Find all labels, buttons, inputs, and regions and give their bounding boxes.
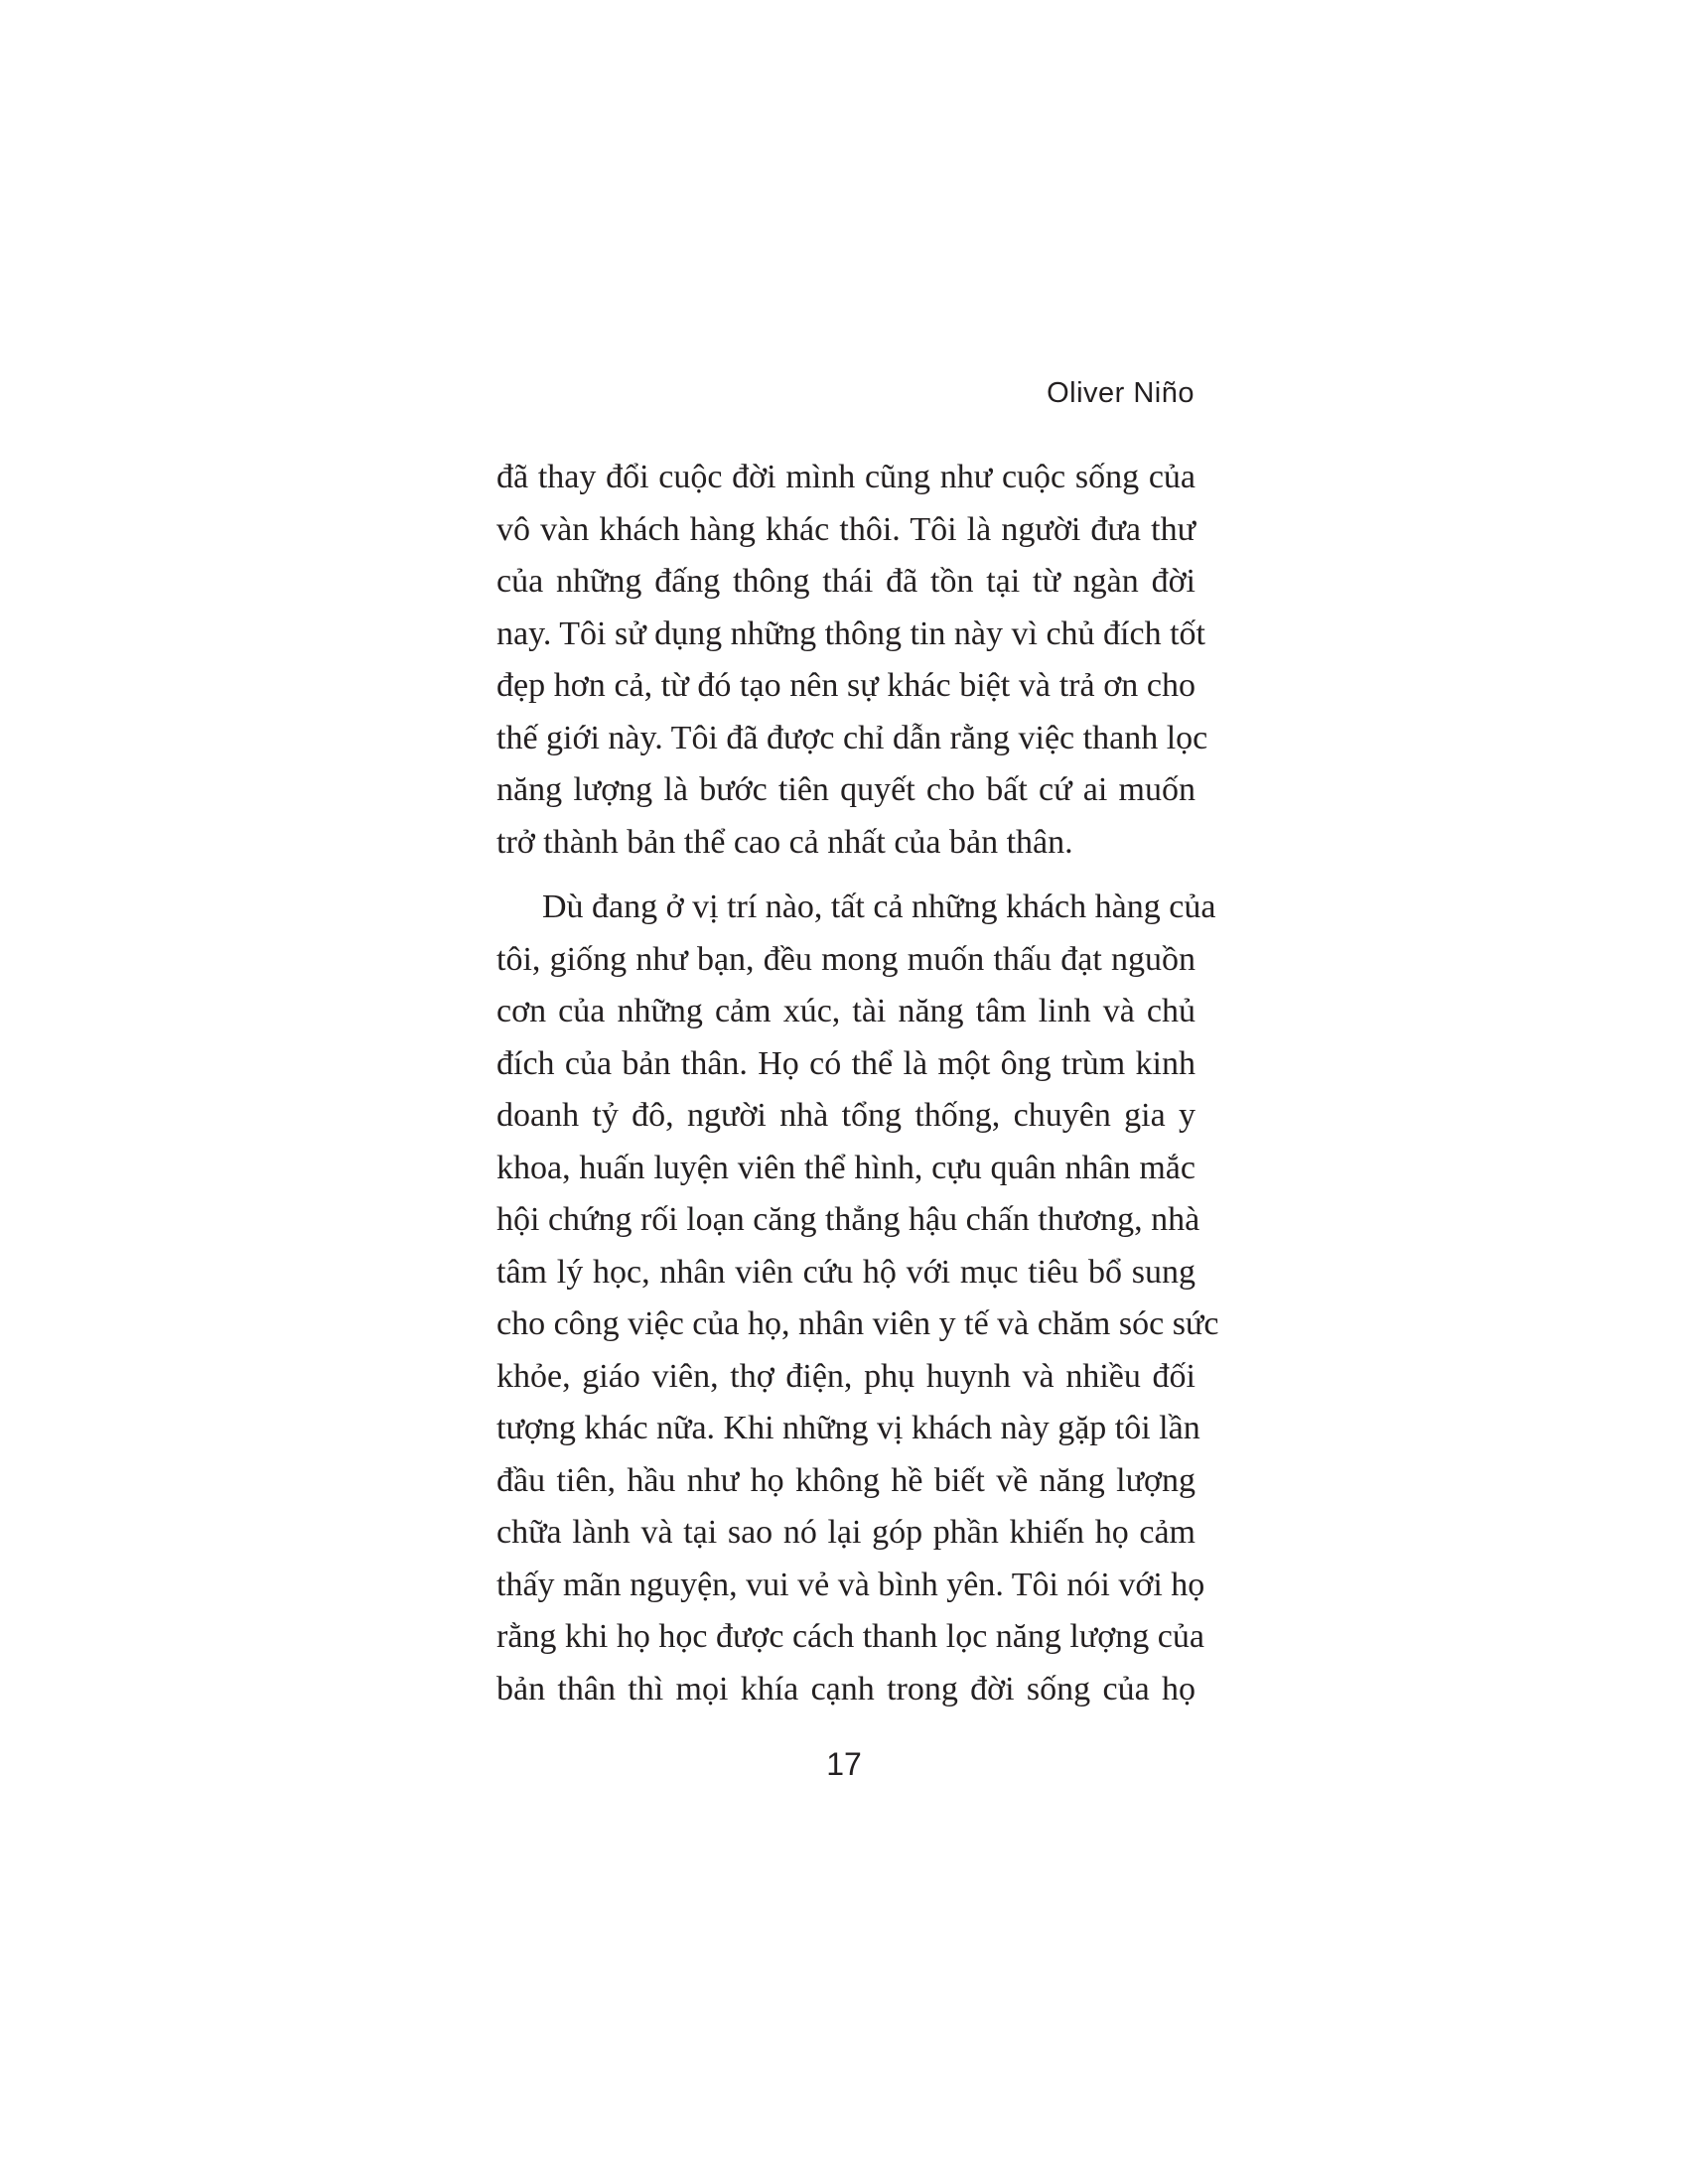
text-line: của những đấng thông thái đã tồn tại từ ngàn đời	[496, 563, 1196, 600]
text-line: cho công việc của họ, nhân viên y tế và chăm sóc sức	[496, 1305, 1219, 1342]
text-line: đầu tiên, hầu như họ không hề biết về năng lượng	[496, 1461, 1196, 1499]
text-line: đẹp hơn cả, từ đó tạo nên sự khác biệt và trả ơn cho	[496, 667, 1196, 704]
body-text	[496, 452, 1219, 1715]
paragraph-1	[496, 452, 1208, 869]
text-line: bản thân thì mọi khía cạnh trong đời sống của họ	[496, 1670, 1196, 1707]
text-line: rằng khi họ học được cách thanh lọc năng lượng của	[496, 1618, 1204, 1655]
text-line: tôi, giống như bạn, đều mong muốn thấu đạt nguồn	[496, 940, 1196, 978]
text-line: tâm lý học, nhân viên cứu hộ với mục tiêu bổ sung	[496, 1253, 1196, 1291]
text-line: doanh tỷ đô, người nhà tổng thống, chuyên gia y	[496, 1097, 1196, 1134]
text-line: vô vàn khách hàng khác thôi. Tôi là người đưa thư	[496, 510, 1196, 548]
text-line: năng lượng là bước tiên quyết cho bất cứ ai muốn	[496, 771, 1196, 808]
text-line: đã thay đổi cuộc đời mình cũng như cuộc sống của	[496, 459, 1196, 495]
text-line: khỏe, giáo viên, thợ điện, phụ huynh và nhiều đối	[496, 1357, 1196, 1395]
paragraph-2	[496, 882, 1219, 1715]
text-line: trở thành bản thể cao cả nhất của bản thân.	[496, 823, 1073, 861]
text-line: thấy mãn nguyện, vui vẻ và bình yên. Tôi nói với họ	[496, 1566, 1205, 1603]
text-line: chữa lành và tại sao nó lại góp phần khiến họ cảm	[496, 1514, 1196, 1551]
text-line: khoa, huấn luyện viên thể hình, cựu quân nhân mắc	[496, 1149, 1196, 1186]
text-line: đích của bản thân. Họ có thể là một ông trùm kinh	[496, 1044, 1196, 1082]
text-line: cơn của những cảm xúc, tài năng tâm linh và chủ	[496, 993, 1196, 1029]
text-line: tượng khác nữa. Khi những vị khách này gặp tôi lần	[496, 1410, 1200, 1446]
page-number: 17	[826, 1746, 862, 1782]
text-line: nay. Tôi sử dụng những thông tin này vì chủ đích tốt	[496, 614, 1205, 652]
running-header: Oliver Niño	[1047, 377, 1195, 409]
text-line: hội chứng rối loạn căng thẳng hậu chấn thương, nhà	[496, 1201, 1200, 1238]
text-line: thế giới này. Tôi đã được chỉ dẫn rằng việc thanh lọc	[496, 719, 1208, 756]
text-line: Dù đang ở vị trí nào, tất cả những khách hàng của	[542, 888, 1216, 925]
